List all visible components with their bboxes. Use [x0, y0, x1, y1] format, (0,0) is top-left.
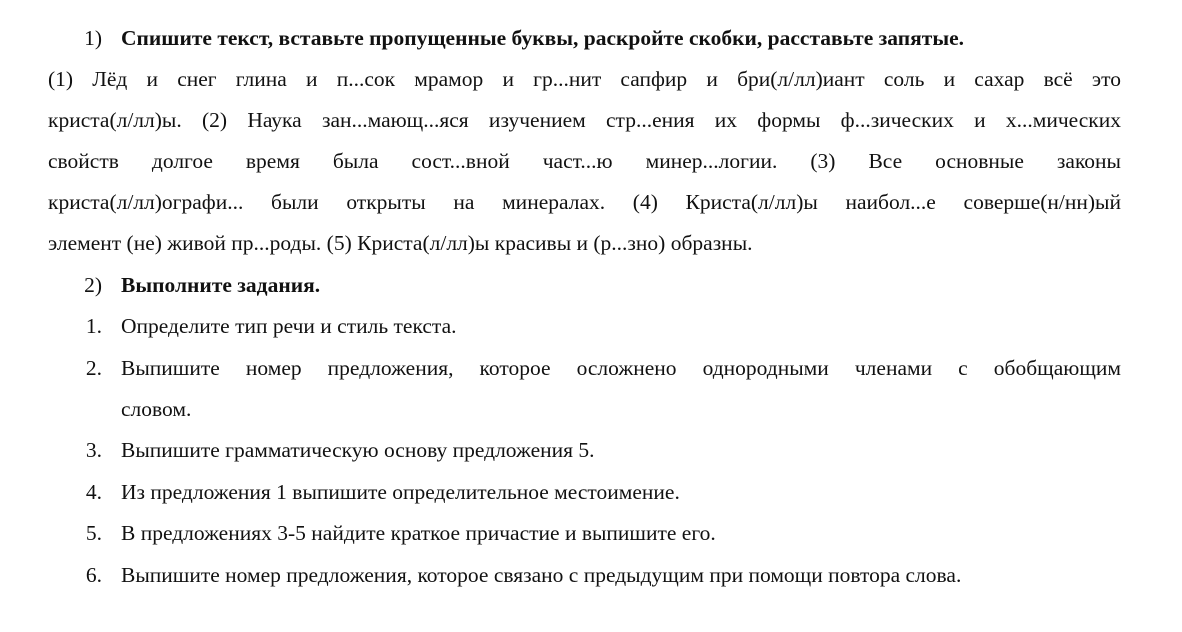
text-line: элемент (не) живой пр...роды. (5) Криста(л/лл)ы красивы и (р...зно) образны. — [48, 231, 753, 255]
task-number: 1. — [85, 314, 102, 338]
task-number: 6. — [85, 563, 102, 587]
text-line: свойств долгое время была сост...вной част...ю минер...логии. (3) Все основные законы — [48, 149, 1121, 173]
task-text: Выпишите номер предложения, которое связано с предыдущим при помощи повтора слова. — [121, 563, 962, 587]
task-text: Определите тип речи и стиль текста. — [121, 314, 457, 338]
text-line: криста(л/лл)ографи... были открыты на минералах. (4) Криста(л/лл)ы наибол...е соверше(н/нн)ый — [48, 190, 1121, 214]
text-line: криста(л/лл)ы. (2) Наука зан...мающ...яся изучением стр...ения их формы ф...зических и х...мических — [48, 108, 1121, 132]
section2-number: 2) — [84, 273, 102, 297]
task-text: Из предложения 1 выпишите определительное местоимение. — [121, 480, 680, 504]
task-text: Выпишите номер предложения, которое осложнено однородными членами с обобщающим — [121, 356, 1121, 380]
task-number: 2. — [85, 356, 102, 380]
section1-title: Спишите текст, вставьте пропущенные буквы, раскройте скобки, расставьте запятые. — [121, 26, 965, 50]
task-text-continuation: словом. — [121, 397, 192, 421]
task-text: Выпишите грамматическую основу предложения 5. — [121, 438, 595, 462]
task-number: 4. — [85, 480, 102, 504]
task-number: 5. — [85, 521, 102, 545]
task-number: 3. — [85, 438, 102, 462]
section1-number: 1) — [84, 26, 102, 50]
section2-title: Выполните задания. — [121, 273, 321, 297]
text-line: (1) Лёд и снег глина и п...сок мрамор и гр...нит сапфир и бри(л/лл)иант соль и сахар всё это — [48, 67, 1121, 91]
task-text: В предложениях 3-5 найдите краткое причастие и выпишите его. — [121, 521, 716, 545]
